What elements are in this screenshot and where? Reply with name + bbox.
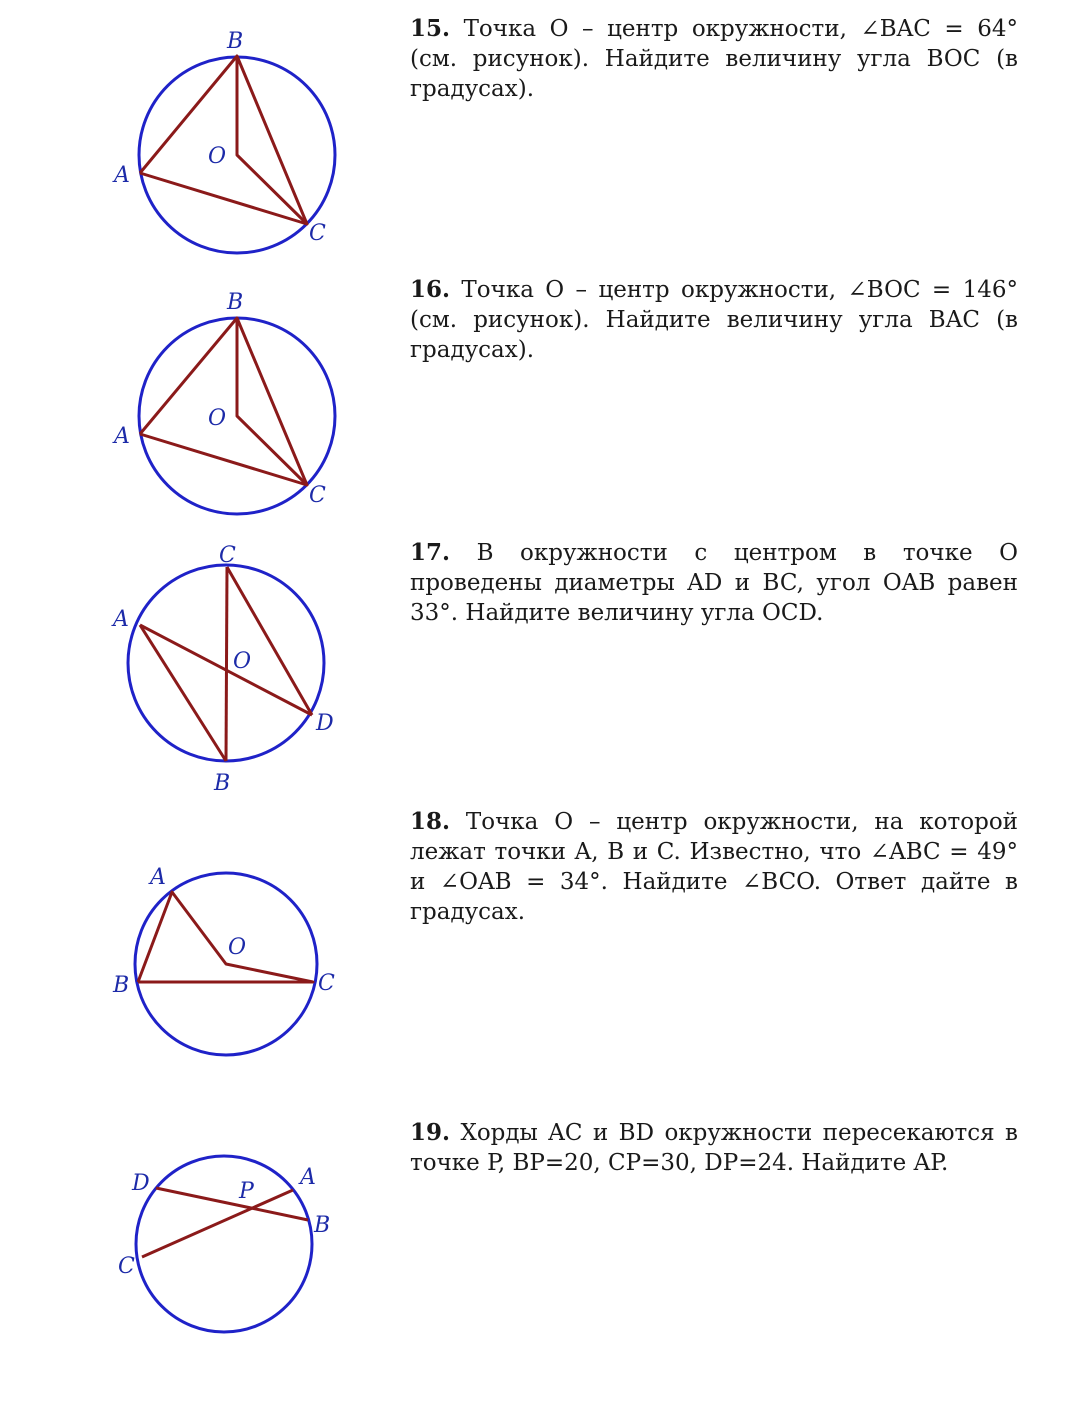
label-o: O [208,406,227,431]
problem-15 [0,0,1080,265]
diameter-cb [226,567,227,761]
label-a: A [114,424,130,449]
label-b: B [113,973,130,998]
label-d: D [316,711,334,736]
problem-statement: Точка О – центр окружности, ∠BOC = 146° (см. рисунок). Найдите величину угла BAC (в градусах). [410,277,1019,363]
label-a: A [113,607,129,632]
label-c: C [309,221,326,246]
label-a: A [300,1165,316,1190]
figure-17 [0,530,400,800]
label-c: C [118,1254,135,1279]
label-b: B [227,29,244,54]
problem-18 [0,800,1080,1080]
label-a: A [114,163,130,188]
triangle-abc [138,892,313,982]
label-o: O [233,649,252,674]
problem-text [410,1118,1018,1178]
figure-16 [0,265,400,530]
problem-16 [0,265,1080,530]
problem-text [410,275,1018,365]
label-c: C [318,971,335,996]
label-c: C [219,543,236,568]
chord-ab [140,625,226,761]
problem-statement: В окружности с центром в точке О проведены диаметры AD и BC, угол OAB равен 33°. Найдите величину угла OCD. [410,540,1019,626]
label-c: C [309,483,326,508]
problem-text [410,538,1018,628]
label-o: O [208,144,227,169]
problem-number: 15. [410,15,451,42]
figure-18 [0,800,400,1080]
label-a: A [150,865,166,890]
problem-statement: Точка О – центр окружности, на которой лежат точки A, B и C. Известно, что ∠ABC = 49° и ∠OAB = 34°. Найдите ∠BCO. Ответ дайте в градусах. [410,809,1018,925]
problem-19 [0,1080,1080,1404]
problem-number: 19. [410,1119,451,1146]
problem-text [410,14,1018,104]
circle [136,1156,312,1332]
problem-statement: Точка О – центр окружности, ∠BAC = 64° (см. рисунок). Найдите величину угла BOC (в градусах). [410,16,1018,102]
problem-text [410,807,1018,927]
label-o: O [228,935,247,960]
figure-15 [0,0,400,265]
problem-number: 18. [410,808,451,835]
label-d: D [132,1171,150,1196]
label-b: B [227,290,244,315]
problem-number: 17. [410,539,451,566]
label-b: B [214,771,231,796]
figure-19 [0,1080,400,1404]
problem-number: 16. [410,276,451,303]
problem-17 [0,530,1080,800]
label-b: B [314,1213,331,1238]
problem-statement: Хорды AC и BD окружности пересекаются в точке P, BP=20, CP=30, DP=24. Найдите AP. [410,1120,1018,1176]
label-p: P [239,1179,254,1204]
